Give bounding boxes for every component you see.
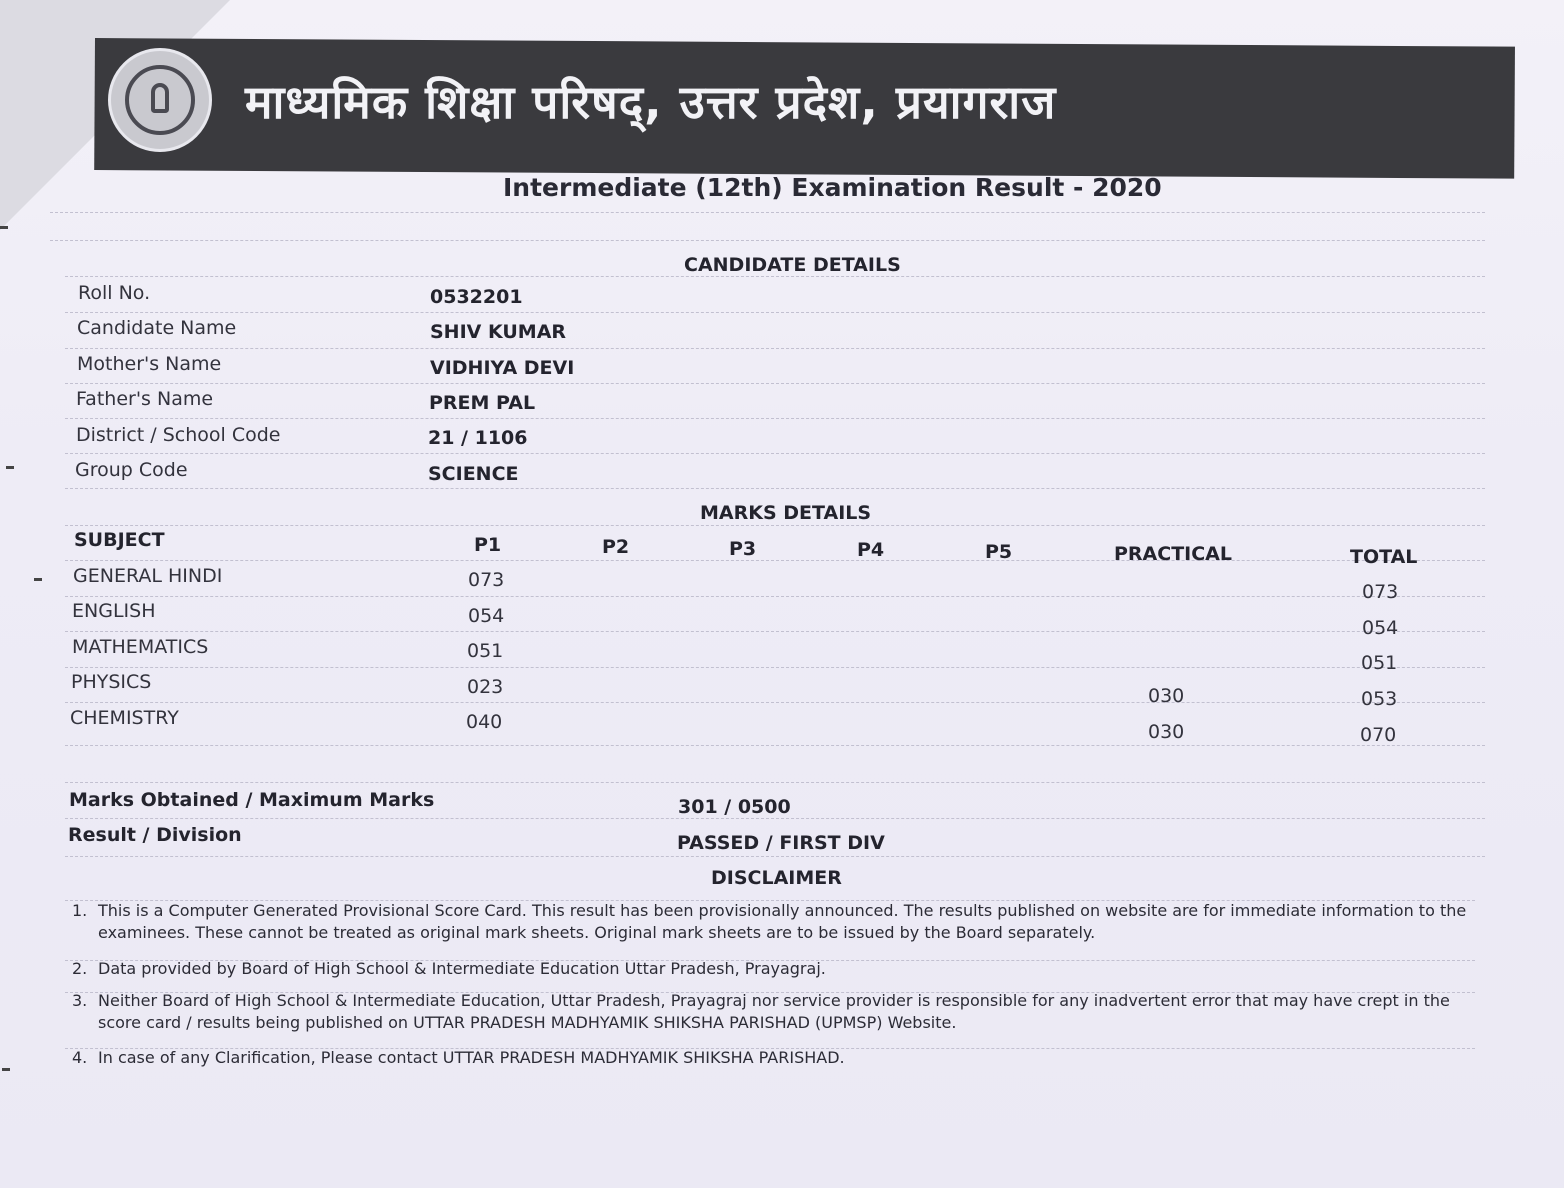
total-cell: 053 — [1361, 688, 1398, 710]
practical-cell: 030 — [1148, 721, 1185, 743]
divider — [65, 383, 1485, 384]
divider — [65, 348, 1485, 349]
p2-header: P2 — [602, 536, 630, 558]
disclaimer-text: In case of any Clarification, Please contact UTTAR PRADESH MADHYAMIK SHIKSHA PARISHAD. — [98, 1048, 845, 1067]
divider — [65, 560, 1485, 561]
candidate-details-title: CANDIDATE DETAILS — [684, 254, 901, 276]
divider — [65, 453, 1485, 454]
divider — [65, 525, 1485, 526]
disclaimer-text: Neither Board of High School & Intermediate Education, Uttar Pradesh, Prayagraj nor service provider is responsible for any inadvertent error that may have crept in the score card / results being published on UTTAR PRADESH MADHYAMIK SHIKSHA PARISHAD (UPMSP) Website. — [98, 991, 1450, 1032]
total-cell: 070 — [1360, 724, 1397, 746]
subject-cell: PHYSICS — [71, 671, 152, 693]
p1-cell: 054 — [468, 605, 505, 627]
disclaimer-text: Data provided by Board of High School & Intermediate Education Uttar Pradesh, Prayagraj. — [98, 959, 826, 978]
disclaimer-number: 1. — [72, 901, 88, 920]
marks-details-title: MARKS DETAILS — [700, 502, 872, 524]
divider — [65, 418, 1485, 419]
subject-cell: ENGLISH — [72, 600, 156, 622]
disclaimer-text: This is a Computer Generated Provisional Score Card. This result has been provisionally announced. The results published on website are for immediate information to the examinees. These cannot be treated as original mark sheets. Original mark sheets are to be issued by the Board separately. — [98, 901, 1467, 942]
divider — [65, 667, 1485, 668]
marks-obtained-value: 301 / 0500 — [678, 796, 791, 818]
group-code-label: Group Code — [75, 459, 188, 481]
subject-header: SUBJECT — [74, 529, 165, 551]
divider — [65, 596, 1485, 597]
total-cell: 054 — [1362, 617, 1399, 639]
father-name-value: PREM PAL — [429, 392, 536, 414]
p5-header: P5 — [985, 541, 1013, 563]
divider — [65, 312, 1485, 313]
scan-speck — [6, 466, 14, 469]
roll-no-value: 0532201 — [430, 286, 523, 308]
divider — [65, 276, 1485, 277]
subject-cell: GENERAL HINDI — [73, 565, 223, 587]
divider — [50, 212, 1485, 213]
group-code-value: SCIENCE — [428, 463, 519, 485]
p1-cell: 073 — [468, 569, 505, 591]
divider — [50, 240, 1485, 241]
divider — [65, 745, 1485, 746]
practical-cell: 030 — [1148, 685, 1185, 707]
marks-obtained-label: Marks Obtained / Maximum Marks — [69, 789, 435, 811]
p1-cell: 051 — [467, 640, 504, 662]
p1-cell: 023 — [467, 676, 504, 698]
p1-header: P1 — [474, 534, 502, 556]
disclaimer-list — [72, 900, 1472, 1080]
district-school-label: District / School Code — [76, 424, 281, 446]
board-seal-icon — [108, 48, 212, 152]
board-name: माध्यमिक शिक्षा परिषद्, उत्तर प्रदेश, प्रयागराज — [245, 75, 1057, 129]
list-item — [72, 900, 1472, 960]
divider — [65, 631, 1485, 632]
disclaimer-number: 3. — [72, 991, 88, 1010]
total-cell: 051 — [1361, 652, 1398, 674]
result-division-value: PASSED / FIRST DIV — [677, 832, 885, 854]
total-header: TOTAL — [1350, 546, 1418, 568]
divider — [65, 782, 1485, 783]
total-cell: 073 — [1362, 581, 1399, 603]
divider — [65, 856, 1485, 857]
p3-header: P3 — [729, 538, 757, 560]
candidate-name-value: SHIV KUMAR — [430, 321, 567, 343]
subject-cell: MATHEMATICS — [72, 636, 209, 658]
mother-name-value: VIDHIYA DEVI — [430, 357, 575, 379]
district-school-value: 21 / 1106 — [428, 427, 528, 449]
practical-header: PRACTICAL — [1114, 543, 1232, 565]
divider — [65, 818, 1485, 819]
disclaimer-title: DISCLAIMER — [711, 867, 842, 889]
exam-title: Intermediate (12th) Examination Result - 2020 — [503, 173, 1162, 202]
p4-header: P4 — [857, 539, 885, 561]
result-division-label: Result / Division — [68, 824, 242, 846]
father-name-label: Father's Name — [76, 388, 214, 410]
scan-speck — [0, 226, 8, 229]
roll-no-label: Roll No. — [78, 282, 151, 304]
list-item — [72, 990, 1472, 1040]
list-item — [72, 958, 1472, 984]
disclaimer-number: 2. — [72, 959, 88, 978]
list-item — [72, 1047, 1472, 1073]
mother-name-label: Mother's Name — [77, 353, 222, 375]
candidate-name-label: Candidate Name — [77, 317, 237, 339]
scan-speck — [2, 1068, 10, 1071]
divider — [65, 702, 1485, 703]
disclaimer-number: 4. — [72, 1048, 88, 1067]
divider — [65, 488, 1485, 489]
p1-cell: 040 — [466, 711, 503, 733]
scan-speck — [34, 578, 42, 581]
subject-cell: CHEMISTRY — [70, 707, 179, 729]
